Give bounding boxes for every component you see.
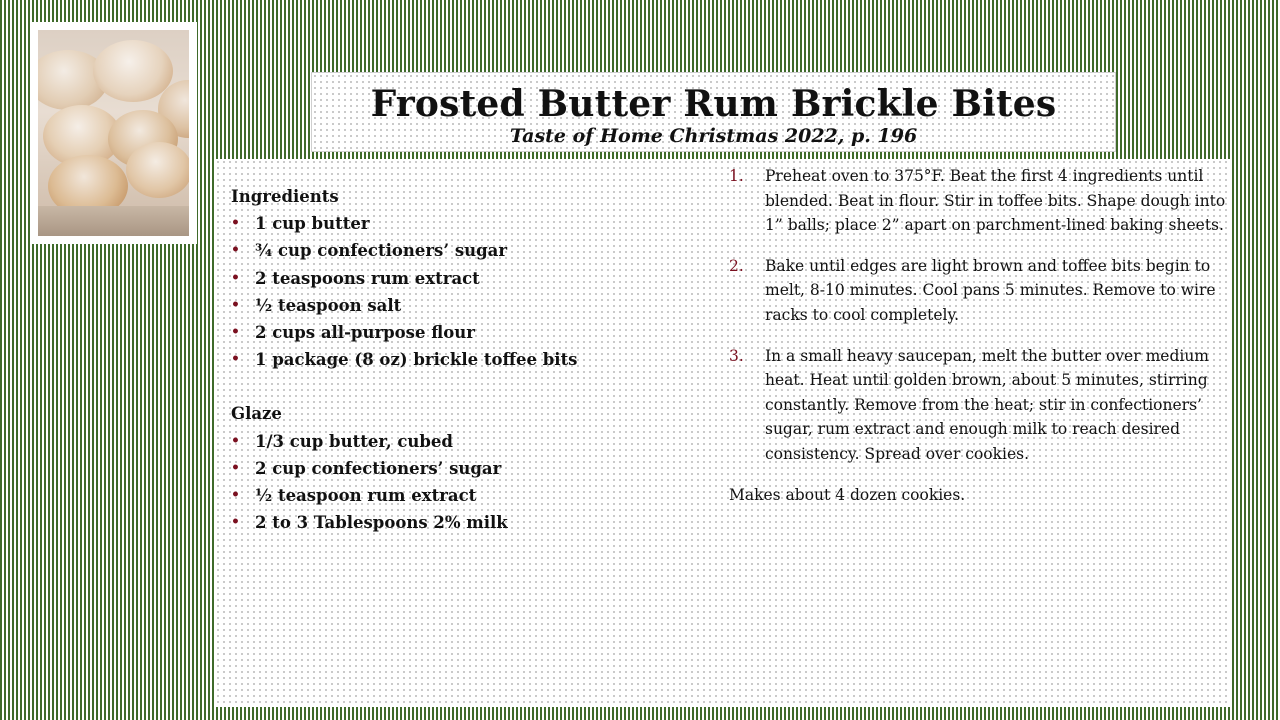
- cookies-photo: [38, 30, 189, 236]
- ingredients-heading: Ingredients: [231, 187, 339, 206]
- recipe-title: Frosted Butter Rum Brickle Bites: [370, 83, 1057, 125]
- step-text: In a small heavy saucepan, melt the butter over medium heat. Heat until golden brown, about 5 minutes, stirring constantly. Remove from the heat; stir in confectioners’ sugar, rum extract and enough milk to reach desired consistency. Spread over cookies.: [765, 346, 1209, 463]
- bullet-icon: •: [231, 242, 240, 259]
- step-number: 1.: [729, 167, 744, 185]
- bullet-icon: •: [231, 432, 240, 449]
- ingredients-column: [231, 183, 711, 536]
- list-item: • 2 cup confectioners’ sugar: [231, 455, 711, 482]
- bullet-icon: •: [231, 351, 240, 368]
- list-item: • ¾ cup confectioners’ sugar: [231, 237, 711, 264]
- recipe-yield: Makes about 4 dozen cookies.: [729, 485, 966, 504]
- step-number: 2.: [729, 256, 744, 275]
- directions-column: [729, 164, 1229, 507]
- bullet-icon: •: [231, 459, 240, 476]
- list-item: • 1 cup butter: [231, 210, 711, 237]
- bullet-icon: •: [231, 487, 240, 504]
- step-text: Bake until edges are light brown and toffee bits begin to melt, 8-10 minutes. Cool pans 5 minutes. Remove to wire racks to cool completely.: [765, 256, 1216, 324]
- recipe-source: Taste of Home Christmas 2022, p. 196: [509, 125, 918, 147]
- bullet-icon: •: [231, 269, 240, 286]
- glaze-heading: Glaze: [231, 404, 282, 424]
- step-number: 3.: [729, 346, 744, 365]
- recipe-photo-frame: [31, 22, 197, 244]
- bullet-icon: •: [231, 296, 240, 313]
- list-item: • 2 teaspoons rum extract: [231, 265, 711, 292]
- list-item: • 1/3 cup butter, cubed: [231, 428, 711, 455]
- list-item: • 1 package (8 oz) brickle toffee bits: [231, 346, 711, 373]
- ingredients-list: [231, 210, 711, 373]
- glaze-list: [231, 428, 711, 537]
- list-item: • 2 cups all-purpose flour: [231, 319, 711, 346]
- list-item: • ½ teaspoon rum extract: [231, 482, 711, 509]
- direction-step: [729, 254, 1229, 328]
- step-text: Preheat oven to 375°F. Beat the first 4 ingredients until blended. Beat in flour. Stir in toffee bits. Shape dough into 1” balls; place 2” apart on parchment-lined baking sheets.: [765, 167, 1226, 235]
- list-item: • ½ teaspoon salt: [231, 292, 711, 319]
- bullet-icon: •: [231, 514, 240, 531]
- direction-step: [729, 164, 1229, 238]
- list-item: • 2 to 3 Tablespoons 2% milk: [231, 509, 711, 536]
- bullet-icon: •: [231, 324, 240, 341]
- title-box: [311, 72, 1116, 152]
- direction-step: [729, 344, 1229, 467]
- directions-list: [729, 164, 1229, 467]
- bullet-icon: •: [231, 215, 240, 232]
- recipe-content: [215, 159, 1231, 707]
